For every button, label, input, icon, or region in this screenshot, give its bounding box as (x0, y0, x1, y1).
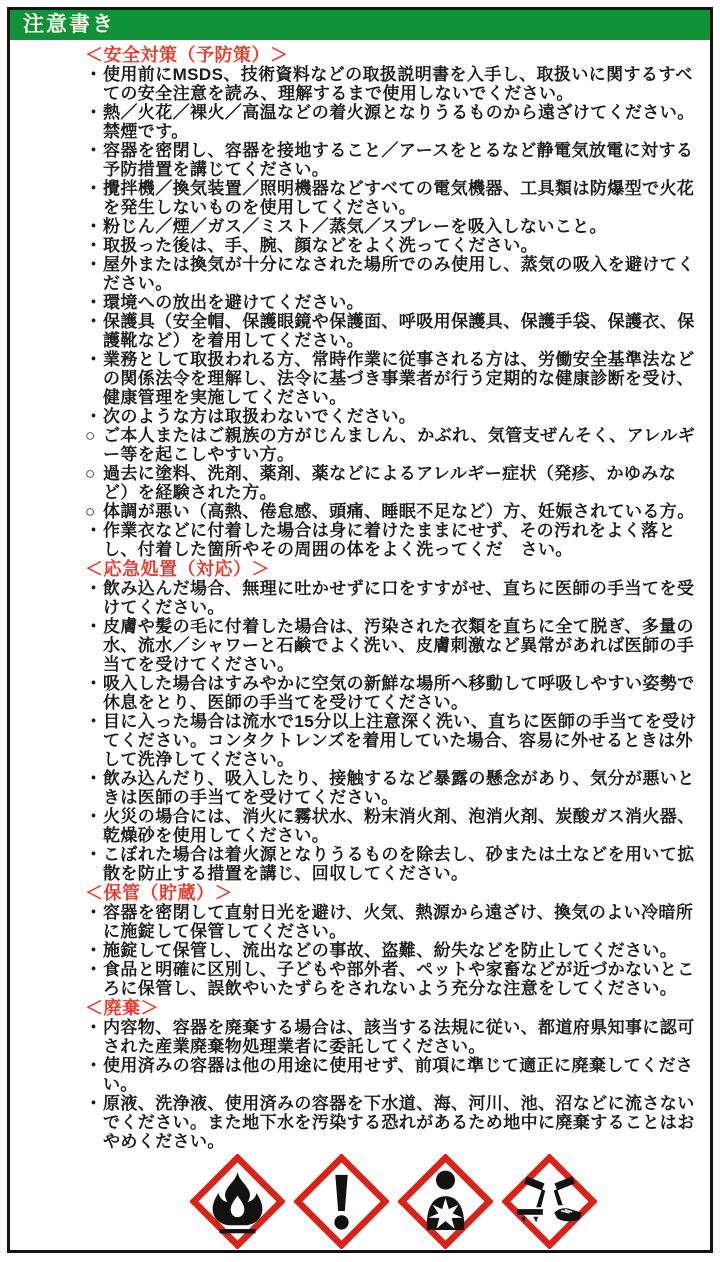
precaution-item (85, 521, 698, 559)
bullet-marker: ・ (85, 350, 103, 369)
bullet-marker: ・ (85, 674, 103, 693)
precaution-item (85, 65, 698, 103)
ghs-corrosion-icon (502, 1154, 597, 1249)
bullet-marker: ・ (85, 521, 103, 540)
precaution-item (85, 217, 698, 236)
item-text: 皮膚や髪の毛に付着した場合は、汚染された衣類を直ちに全て脱ぎ、多量の水、流水／シャワーと石鹸でよく洗い、皮膚刺激など異常があれば医師の手当てを受けてください。 (103, 617, 695, 674)
precaution-item (85, 293, 698, 312)
section-heading: ＜廃棄＞ (85, 998, 159, 1018)
item-text: 目に入った場合は流水で15分以上注意深く洗い、直ちに医師の手当てを受けてください。コンタクトレンズを着用していた場合、容易に外せるときは外して洗浄してください。 (103, 712, 697, 769)
precaution-item (85, 1094, 698, 1151)
precaution-item (85, 236, 698, 255)
bullet-marker: ・ (85, 769, 103, 788)
precaution-item (85, 103, 698, 141)
bullet-marker: ○ (85, 426, 96, 445)
precaution-item (85, 141, 698, 179)
precaution-item (85, 579, 698, 617)
item-text: 業務として取扱われる方、常時作業に従事される方は、労働安全基準法などの関係法令を理解し、法令に基づき事業者が行う定期的な健康診断を受け、健康管理を実施してください。 (103, 350, 695, 407)
bullet-marker: ・ (85, 807, 103, 826)
precaution-item (85, 464, 698, 502)
bullet-marker: ・ (85, 941, 103, 960)
item-text: 熱／火花／裸火／高温などの着火源となりうるものから遠ざけてください。禁煙です。 (103, 103, 695, 141)
item-text: 粉じん／煙／ガス／ミスト／蒸気／スプレーを吸入しないこと。 (103, 217, 607, 236)
item-text: 保護具（安全帽、保護眼鏡や保護面、呼吸用保護具、保護手袋、保護衣、保護靴など）を着用してください。 (103, 312, 695, 350)
bullet-marker: ・ (85, 179, 103, 198)
precaution-item (85, 426, 698, 464)
bullet-marker: ・ (85, 407, 103, 426)
item-text: 容器を密閉して直射日光を避け、火気、熱源から遠ざけ、換気のよい冷暗所に施錠して保管してください。 (103, 903, 694, 941)
item-text: 作業衣などに付着した場合は身に着けたままにせず、その汚れをよく落とし、付着した箇所やその周囲の体をよく洗ってくだ さい。 (103, 521, 676, 559)
ghs-health-hazard-icon (398, 1154, 493, 1249)
bullet-marker: ・ (85, 103, 103, 122)
precaution-item (85, 769, 698, 807)
bullet-marker: ・ (85, 217, 103, 236)
bullet-marker: ・ (85, 65, 103, 84)
bullet-marker: ・ (85, 312, 103, 331)
precaution-item (85, 845, 698, 883)
item-text: 過去に塗料、洗剤、薬剤、薬などによるアレルギー症状（発疹、かゆみなど）を経験された方。 (103, 464, 677, 502)
precaution-item (85, 1056, 698, 1094)
precaution-item (85, 674, 698, 712)
item-text: 飲み込んだり、吸入したり、接触するなど暴露の懸念があり、気分が悪いときは医師の手当てを受けてください。 (103, 769, 695, 807)
section-heading: ＜保管（貯蔵）＞ (85, 883, 233, 903)
bullet-marker: ・ (85, 1056, 103, 1075)
item-text: 原液、洗浄液、使用済みの容器を下水道、海、河川、池、沼などに流さないでください。また地下水を汚染する恐れがあるため地中に廃棄することはおやめください。 (103, 1094, 695, 1151)
precaution-item (85, 350, 698, 407)
content-area (10, 40, 710, 1250)
item-text: 次のような方は取扱わないでください。 (103, 407, 417, 426)
precaution-item (85, 941, 698, 960)
bullet-marker: ・ (85, 255, 103, 274)
bullet-marker: ・ (85, 960, 103, 979)
bullet-marker: ・ (85, 1018, 103, 1037)
bullet-marker: ・ (85, 617, 103, 636)
item-text: 飲み込んだ場合、無理に吐かせずに口をすすがせ、直ちに医師の手当てを受けてください。 (103, 579, 695, 617)
item-text: 体調が悪い（高熱、倦怠感、頭痛、睡眠不足など）方、妊娠されている方。 (103, 502, 695, 521)
item-text: 火災の場合には、消火に霧状水、粉末消火剤、泡消火剤、炭酸ガス消火器、乾燥砂を使用してください。 (103, 807, 695, 845)
bullet-marker: ・ (85, 903, 103, 922)
ghs-exclamation-mark-icon (294, 1154, 389, 1249)
item-text: 攪拌機／換気装置／照明機器などすべての電気機器、工具類は防爆型で火花を発生しないものを使用してください。 (103, 179, 695, 217)
precaution-item (85, 312, 698, 350)
precaution-item (85, 617, 698, 674)
item-text: ご本人またはご親族の方がじんましん、かぶれ、気管支ぜんそく、アレルギー等を起こしやすい方。 (103, 426, 696, 464)
item-text: 使用済みの容器は他の用途に使用せず、前項に準じて適正に廃棄してください。 (103, 1056, 694, 1094)
item-text: 内容物、容器を廃棄する場合は、該当する法規に従い、都道府県知事に認可された産業廃棄物処理業者に委託してください。 (103, 1018, 695, 1056)
item-text: 吸入した場合はすみやかに空気の新鮮な場所へ移動して呼吸しやすい姿勢で休息をとり、医師の手当てを受けてください。 (103, 674, 695, 712)
precaution-item (85, 960, 698, 998)
item-text: 食品と明確に区別し、子どもや部外者、ペットや家畜などが近づかないところに保管し、誤飲やいたずらをされないよう充分な注意をしてください。 (103, 960, 695, 998)
sections (85, 45, 698, 1151)
precaution-item (85, 255, 698, 293)
bullet-marker: ○ (85, 502, 96, 521)
section-heading: ＜応急処置（対応）＞ (85, 559, 270, 579)
bullet-marker: ○ (85, 464, 96, 483)
bullet-marker: ・ (85, 579, 103, 598)
precaution-item (85, 179, 698, 217)
pictogram-row (190, 1154, 698, 1249)
precaution-item (85, 502, 698, 521)
precaution-item (85, 1018, 698, 1056)
item-text: こぼれた場合は着火源となりうるものを除去し、砂または土などを用いて拡散を防止する措置を講じ、回収してください。 (103, 845, 695, 883)
precaution-item (85, 407, 698, 426)
bullet-marker: ・ (85, 236, 103, 255)
bullet-marker: ・ (85, 141, 103, 160)
section-heading: ＜安全対策（予防策）＞ (85, 45, 289, 65)
item-text: 屋外または換気が十分になされた場所でのみ使用し、蒸気の吸入を避けてください。 (103, 255, 695, 293)
ghs-flame-icon (190, 1154, 285, 1249)
item-text: 取扱った後は、手、腕、顔などをよく洗ってください。 (103, 236, 538, 255)
precaution-item (85, 807, 698, 845)
precaution-item (85, 712, 698, 769)
title-bar (10, 10, 710, 40)
item-text: 容器を密閉し、容器を接地すること／アースをとるなど静電気放電に対する予防措置を講じてください。 (103, 141, 694, 179)
bullet-marker: ・ (85, 293, 103, 312)
bullet-marker: ・ (85, 712, 103, 731)
item-text: 使用前にMSDS、技術資料などの取扱説明書を入手し、取扱いに関するすべての安全注意を読み、理解するまで使用しないでください。 (103, 65, 693, 103)
page-title: 注意書き (23, 13, 115, 36)
item-text: 環境への放出を避けてください。 (103, 293, 364, 312)
document-frame (7, 7, 713, 1253)
bullet-marker: ・ (85, 845, 103, 864)
item-text: 施錠して保管し、流出などの事故、盗難、紛失などを防止してください。 (103, 941, 678, 960)
bullet-marker: ・ (85, 1094, 103, 1113)
precaution-item (85, 903, 698, 941)
